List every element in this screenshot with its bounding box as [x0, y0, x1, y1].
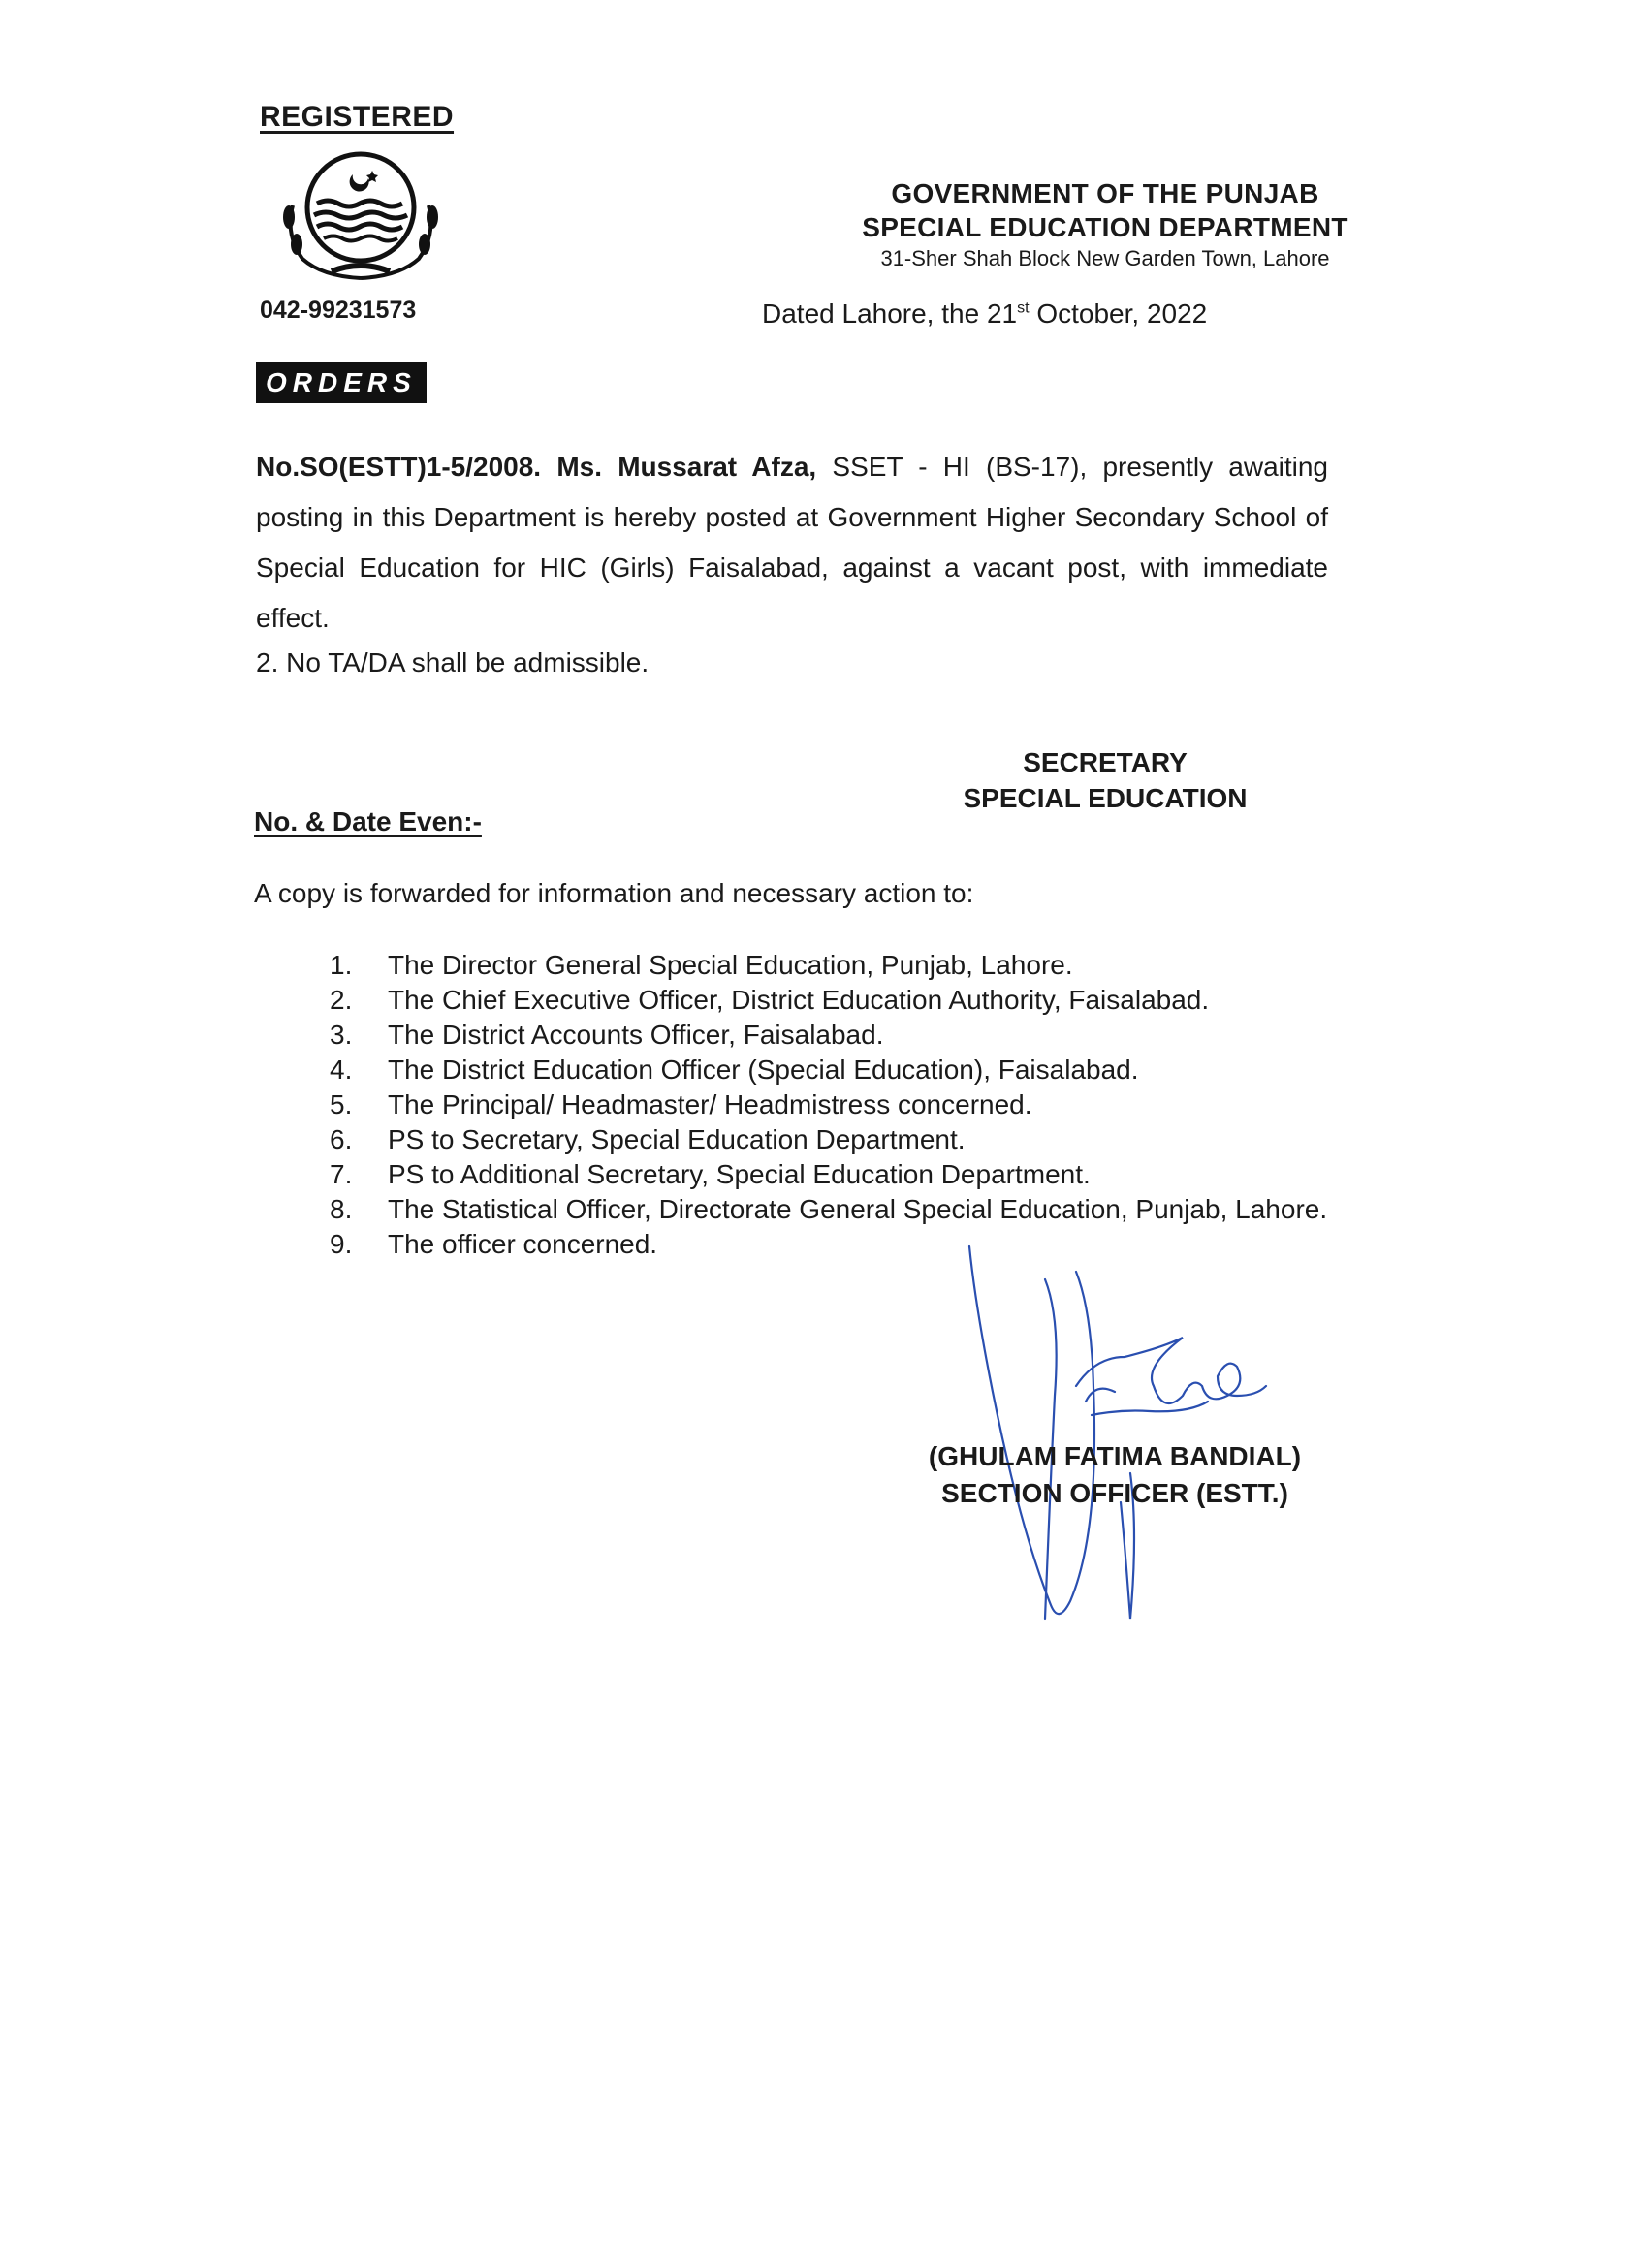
government-title: GOVERNMENT OF THE PUNJAB	[891, 178, 1319, 208]
list-item-text: PS to Additional Secretary, Special Education Department.	[388, 1159, 1091, 1189]
list-item-number: 5.	[330, 1089, 353, 1119]
list-item-number: 3.	[330, 1020, 353, 1050]
date-line	[762, 299, 1207, 330]
copy-heading: No. & Date Even:-	[254, 806, 482, 836]
list-item-text: The District Accounts Officer, Faisalabad.	[388, 1020, 884, 1050]
secretary-title: SECRETARY	[1023, 747, 1188, 777]
copy-recipient-list	[330, 948, 1347, 1262]
list-item-text: The Principal/ Headmaster/ Headmistress concerned.	[388, 1089, 1032, 1119]
list-item-text: PS to Secretary, Special Education Department.	[388, 1124, 966, 1154]
list-item-text: The District Education Officer (Special Education), Faisalabad.	[388, 1055, 1139, 1085]
list-item-number: 6.	[330, 1124, 353, 1154]
department-title: SPECIAL EDUCATION DEPARTMENT	[862, 212, 1348, 242]
officer-name: (GHULAM FATIMA BANDIAL)	[928, 1441, 1302, 1471]
phone-number: 042-99231573	[260, 297, 417, 324]
list-item	[330, 1122, 1347, 1157]
list-item-number: 1.	[330, 950, 353, 980]
letterhead	[756, 176, 1454, 273]
punjab-emblem-icon	[264, 147, 458, 293]
list-item-text: The Statistical Officer, Directorate General Special Education, Punjab, Lahore.	[388, 1194, 1328, 1224]
order-text: SSET - HI (BS-17), presently awaiting posting in this Department is hereby posted at Government Higher Secondary School of Special Education for HIC (Girls) Faisalabad, against a vacant post, with immediate effect.	[256, 452, 1329, 633]
order-person-name: Ms. Mussarat Afza,	[556, 452, 817, 482]
list-item	[330, 1192, 1347, 1227]
signature-icon	[950, 1231, 1280, 1628]
list-item-text: The Director General Special Education, Punjab, Lahore.	[388, 950, 1073, 980]
list-item-text: The officer concerned.	[388, 1229, 658, 1259]
officer-designation: SECTION OFFICER (ESTT.)	[941, 1478, 1288, 1508]
list-item-number: 7.	[330, 1159, 353, 1189]
orders-heading: ORDERS	[256, 362, 427, 403]
date-suffix: October, 2022	[1029, 299, 1208, 329]
list-item-text: The Chief Executive Officer, District Education Authority, Faisalabad.	[388, 985, 1210, 1015]
list-item-number: 4.	[330, 1055, 353, 1085]
list-item-number: 8.	[330, 1194, 353, 1224]
date-ordinal: st	[1017, 299, 1030, 317]
secretary-department: SPECIAL EDUCATION	[963, 783, 1248, 813]
copy-intro: A copy is forwarded for information and necessary action to:	[254, 878, 974, 908]
list-item-number: 2.	[330, 985, 353, 1015]
secretary-block	[902, 744, 1309, 816]
date-prefix: Dated Lahore, the 21	[762, 299, 1018, 329]
list-item	[330, 948, 1347, 983]
order-para-2: 2. No TA/DA shall be admissible.	[256, 647, 650, 677]
list-item	[330, 1053, 1347, 1087]
department-address: 31-Sher Shah Block New Garden Town, Lahore	[880, 246, 1330, 270]
order-ref-no: No.SO(ESTT)1-5/2008.	[256, 452, 542, 482]
list-item	[330, 1087, 1347, 1122]
list-item-number: 9.	[330, 1229, 353, 1259]
order-paragraph	[256, 442, 1328, 644]
list-item	[330, 1157, 1347, 1192]
officer-block	[872, 1438, 1357, 1512]
list-item	[330, 1018, 1347, 1053]
list-item	[330, 983, 1347, 1018]
registered-label: REGISTERED	[260, 101, 455, 133]
